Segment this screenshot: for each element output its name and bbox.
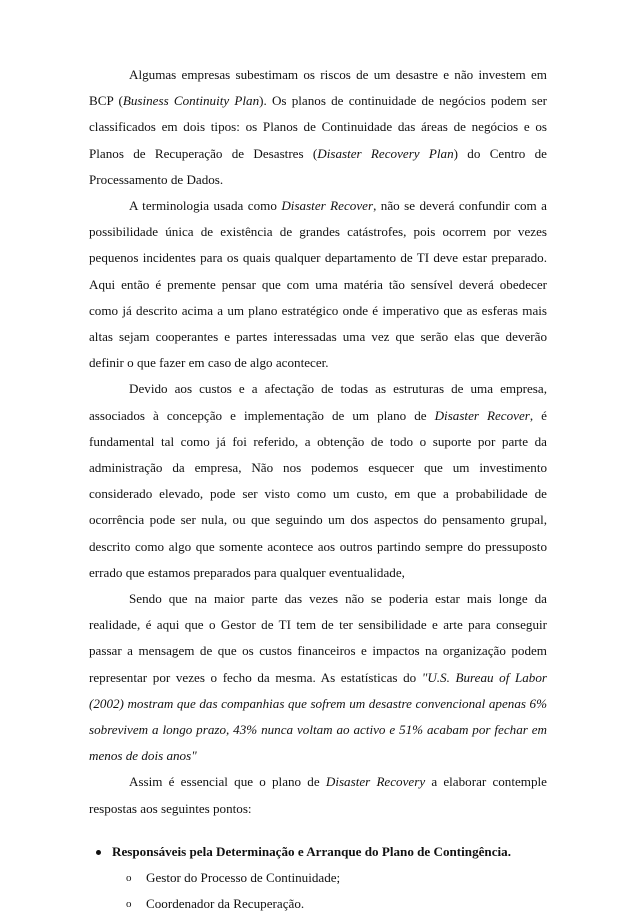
text-run: Assim é essencial que o plano de <box>129 774 326 790</box>
sub-list-item-text: Coordenador da Recuperação. <box>146 896 305 912</box>
document-body <box>89 62 547 918</box>
sub-list-item-text: Gestor do Processo de Continuidade; <box>146 870 341 886</box>
italic-text: "U.S. Bureau of Labor (2002) mostram que das companhias que sofrem um desastre convencional apenas 6% sobrevivem a longo prazo, 43% nunca voltam ao activo e 51% acabam por fechar em menos de dois anos" <box>89 669 547 764</box>
text-run: ). Os planos de continuidade de negócios podem ser classificados em dois tipos: os Planos de Continuidade das áreas de negócios e os Planos de Recuperação de Desastres ( <box>89 93 548 161</box>
italic-text: Disaster Recovery <box>325 774 426 790</box>
circle-bullet-icon: o <box>126 898 132 911</box>
text-run: A terminologia usada como <box>129 198 282 214</box>
sub-list <box>112 865 547 917</box>
sub-list-item <box>112 891 547 917</box>
paragraph <box>89 586 547 769</box>
sub-list-item <box>112 865 547 891</box>
bullet-item <box>89 839 547 918</box>
text-run: Algumas empresas subestimam os riscos de um desastre e não investem em BCP ( <box>89 67 547 109</box>
italic-text: Disaster Recover <box>434 407 530 423</box>
text-run: ) do Centro de Processamento de Dados. <box>89 145 547 187</box>
text-run: Sendo que na maior parte das vezes não se poderia estar mais longe da realidade, é aqui que o Gestor de TI tem de ter sensibilidade e arte para conseguir passar a mensagem de que os custos financeiros e impactos na organização podem representar por vezes o fecho da mesma. As estatísticas do <box>89 591 547 685</box>
text-run: , é fundamental tal como já foi referido, a obtenção de todo o suporte por parte da administração da empresa, Não nos podemos esquecer que um investimento considerado elevado, pode ser visto como um custo, em que a probabilidade de ocorrência pode ser nula, ou que seguindo um dos aspectos do pensamento grupal, descrito como algo que somente acontece aos outros partindo sempre do pressuposto errado que estamos preparados para qualquer eventualidade, <box>89 407 547 580</box>
italic-text: Disaster Recover <box>281 198 374 214</box>
bullet-heading: Responsáveis pela Determinação e Arranque do Plano de Contingência. <box>112 843 511 859</box>
bullet-list <box>89 839 547 918</box>
bullet-icon <box>96 850 101 855</box>
italic-text: Business Continuity Plan <box>122 93 260 109</box>
paragraph <box>89 62 547 193</box>
text-run: Devido aos custos e a afectação de todas as estruturas de uma empresa, associados à concepção e implementação de um plano de <box>89 381 547 423</box>
paragraph <box>89 193 547 376</box>
paragraph <box>89 376 547 586</box>
italic-text: Disaster Recovery Plan <box>317 145 454 161</box>
paragraphs <box>89 62 547 822</box>
circle-bullet-icon: o <box>126 872 132 885</box>
text-run: , não se deverá confundir com a possibilidade única de existência de grandes catástrofes, pois ocorrem por vezes pequenos incidentes para os quais qualquer departamento de TI deve estar preparado. Aqui então é premente pensar que com uma matéria tão sensível deverá obedecer como já descrito acima a um plano estratégico onde é imperativo que as esferas mais altas sejam cooperantes e partes interessadas uma vez que serão elas que deverão definir o que fazer em caso de algo acontecer. <box>89 198 547 371</box>
paragraph <box>89 769 547 821</box>
text-run: a elaborar contemple respostas aos seguintes pontos: <box>89 774 547 816</box>
